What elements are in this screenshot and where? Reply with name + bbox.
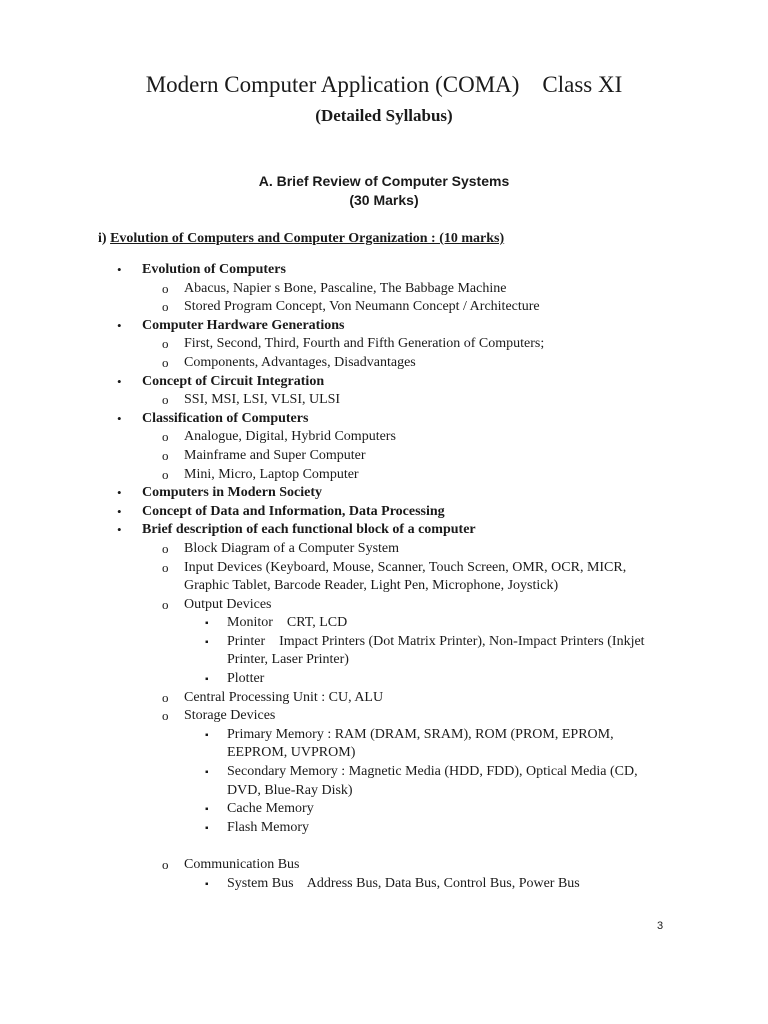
outline-item-level-2 bbox=[0, 707, 768, 726]
outline-item-level-2 bbox=[0, 577, 768, 596]
list-marker: • bbox=[117, 317, 122, 333]
outline-item-level-3 bbox=[0, 614, 768, 633]
outline-item-text: Brief description of each functional block of a computer bbox=[142, 522, 476, 538]
outline-item-text: Computer Hardware Generations bbox=[142, 317, 345, 333]
list-marker: o bbox=[162, 596, 169, 612]
list-marker: o bbox=[162, 280, 169, 296]
outline-item-level-2 bbox=[0, 689, 768, 708]
outline-item-text: System Bus Address Bus, Data Bus, Control Bus, Power Bus bbox=[227, 875, 580, 891]
outline-item-text: Input Devices (Keyboard, Mouse, Scanner, Touch Screen, OMR, OCR, MICR, bbox=[184, 559, 627, 575]
outline-item-text: Analogue, Digital, Hybrid Computers bbox=[184, 429, 396, 445]
outline-item-level-1 bbox=[0, 521, 768, 540]
outline-item-level-1 bbox=[0, 484, 768, 503]
outline-item-level-2 bbox=[0, 354, 768, 373]
list-marker: ▪ bbox=[205, 729, 209, 741]
section-a-title: A. Brief Review of Computer Systems bbox=[258, 173, 510, 189]
list-marker: o bbox=[162, 559, 169, 575]
list-marker: o bbox=[162, 689, 169, 705]
outline-item-level-2 bbox=[0, 856, 768, 875]
outline-item-text: Monitor CRT, LCD bbox=[227, 615, 348, 631]
outline-item-level-2 bbox=[0, 559, 768, 578]
list-marker: o bbox=[162, 540, 169, 556]
outline-item-text: Flash Memory bbox=[227, 819, 310, 835]
list-marker: • bbox=[117, 410, 122, 426]
subsection-prefix: i) bbox=[98, 231, 111, 246]
outline-item-level-1 bbox=[0, 410, 768, 429]
page-number: 3 bbox=[657, 920, 664, 932]
outline-item-level-3 bbox=[0, 763, 768, 782]
list-marker: o bbox=[162, 299, 169, 315]
list-marker: o bbox=[162, 447, 169, 463]
outline-item-text: Concept of Data and Information, Data Processing bbox=[142, 503, 445, 519]
list-marker: • bbox=[117, 485, 122, 501]
outline-item-text: Graphic Tablet, Barcode Reader, Light Pen, Microphone, Joystick) bbox=[184, 578, 559, 594]
outline-item-level-2 bbox=[0, 280, 768, 299]
outline-item-text: Secondary Memory : Magnetic Media (HDD, FDD), Optical Media (CD, bbox=[227, 764, 638, 780]
outline-item-level-1 bbox=[0, 261, 768, 280]
outline-item-text: Printer, Laser Printer) bbox=[227, 652, 349, 668]
list-marker: o bbox=[162, 392, 169, 408]
list-marker: ▪ bbox=[205, 822, 209, 834]
outline-item-level-3 bbox=[0, 633, 768, 652]
outline-item-text: Mainframe and Super Computer bbox=[184, 447, 366, 463]
outline-item-level-3 bbox=[0, 726, 768, 745]
outline-item-text: Storage Devices bbox=[184, 708, 276, 724]
outline-item-text: DVD, Blue-Ray Disk) bbox=[227, 782, 353, 798]
outline-item-level-1 bbox=[0, 317, 768, 336]
outline-item-level-3 bbox=[0, 670, 768, 689]
outline-item-text: Evolution of Computers bbox=[142, 262, 286, 277]
outline-item-level-3 bbox=[0, 875, 768, 894]
section-a-marks: (30 Marks) bbox=[349, 192, 419, 208]
outline-item-text: Components, Advantages, Disadvantages bbox=[184, 354, 416, 370]
outline-item-text: Cache Memory bbox=[227, 801, 314, 817]
outline-item-text: Central Processing Unit : CU, ALU bbox=[184, 689, 384, 705]
subsection-title: Evolution of Computers and Computer Organization : (10 marks) bbox=[110, 231, 505, 246]
list-marker: o bbox=[162, 857, 169, 872]
list-marker: ▪ bbox=[205, 804, 209, 816]
list-marker: o bbox=[162, 708, 169, 724]
outline-item-text: Computers in Modern Society bbox=[142, 485, 323, 501]
blank-line bbox=[0, 837, 768, 856]
list-marker: o bbox=[162, 354, 169, 370]
list-marker: o bbox=[162, 429, 169, 445]
outline-item-text: Communication Bus bbox=[184, 857, 300, 872]
outline-item-level-3 bbox=[0, 800, 768, 819]
outline-item-text: Classification of Computers bbox=[142, 410, 309, 426]
outline-item-level-2 bbox=[0, 335, 768, 354]
outline-item-level-2 bbox=[0, 391, 768, 410]
page-subtitle: (Detailed Syllabus) bbox=[315, 106, 453, 125]
outline-item-level-2 bbox=[0, 540, 768, 559]
outline-item-level-3 bbox=[0, 744, 768, 763]
outline-item-level-3 bbox=[0, 819, 768, 838]
outline-item-level-3 bbox=[0, 651, 768, 670]
outline-item-text: Abacus, Napier s Bone, Pascaline, The Babbage Machine bbox=[184, 280, 507, 296]
outline-item-level-2 bbox=[0, 596, 768, 615]
list-marker: ▪ bbox=[205, 636, 209, 648]
outline-item-text: Mini, Micro, Laptop Computer bbox=[184, 466, 359, 482]
outline-item-text: Block Diagram of a Computer System bbox=[184, 540, 400, 556]
list-marker: ▪ bbox=[205, 618, 209, 630]
list-marker: ▪ bbox=[205, 767, 209, 779]
outline-item-text: Printer Impact Printers (Dot Matrix Printer), Non-Impact Printers (Inkjet bbox=[227, 633, 645, 649]
outline-item-level-3 bbox=[0, 782, 768, 801]
list-marker: • bbox=[117, 503, 122, 519]
outline-item-text: Stored Program Concept, Von Neumann Concept / Architecture bbox=[184, 299, 540, 315]
list-marker: o bbox=[162, 466, 169, 482]
outline-item-level-2 bbox=[0, 466, 768, 485]
outline-item-level-2 bbox=[0, 447, 768, 466]
outline-item-level-2 bbox=[0, 298, 768, 317]
outline-item-level-1 bbox=[0, 373, 768, 392]
outline-item-text: Concept of Circuit Integration bbox=[142, 373, 325, 389]
list-marker: • bbox=[117, 373, 122, 389]
list-marker: o bbox=[162, 336, 169, 352]
list-marker: • bbox=[117, 522, 122, 538]
section-a-heading bbox=[0, 172, 768, 210]
list-marker: ▪ bbox=[205, 674, 209, 686]
outline-item-text: Output Devices bbox=[184, 596, 272, 612]
outline-item-text: SSI, MSI, LSI, VLSI, ULSI bbox=[184, 392, 341, 408]
subsection-heading bbox=[98, 231, 504, 247]
outline-item-level-2 bbox=[0, 428, 768, 447]
outline-item-text: EEPROM, UVPROM) bbox=[227, 745, 356, 761]
syllabus-outline bbox=[0, 261, 768, 893]
outline-item-text: Plotter bbox=[227, 671, 265, 687]
outline-item-level-1 bbox=[0, 503, 768, 522]
outline-item-text: First, Second, Third, Fourth and Fifth Generation of Computers; bbox=[184, 336, 545, 352]
page-title: Modern Computer Application (COMA) Class XI bbox=[145, 72, 623, 97]
outline-item-text: Primary Memory : RAM (DRAM, SRAM), ROM (PROM, EPROM, bbox=[227, 726, 614, 742]
list-marker: ▪ bbox=[205, 878, 209, 890]
list-marker: • bbox=[117, 262, 122, 277]
